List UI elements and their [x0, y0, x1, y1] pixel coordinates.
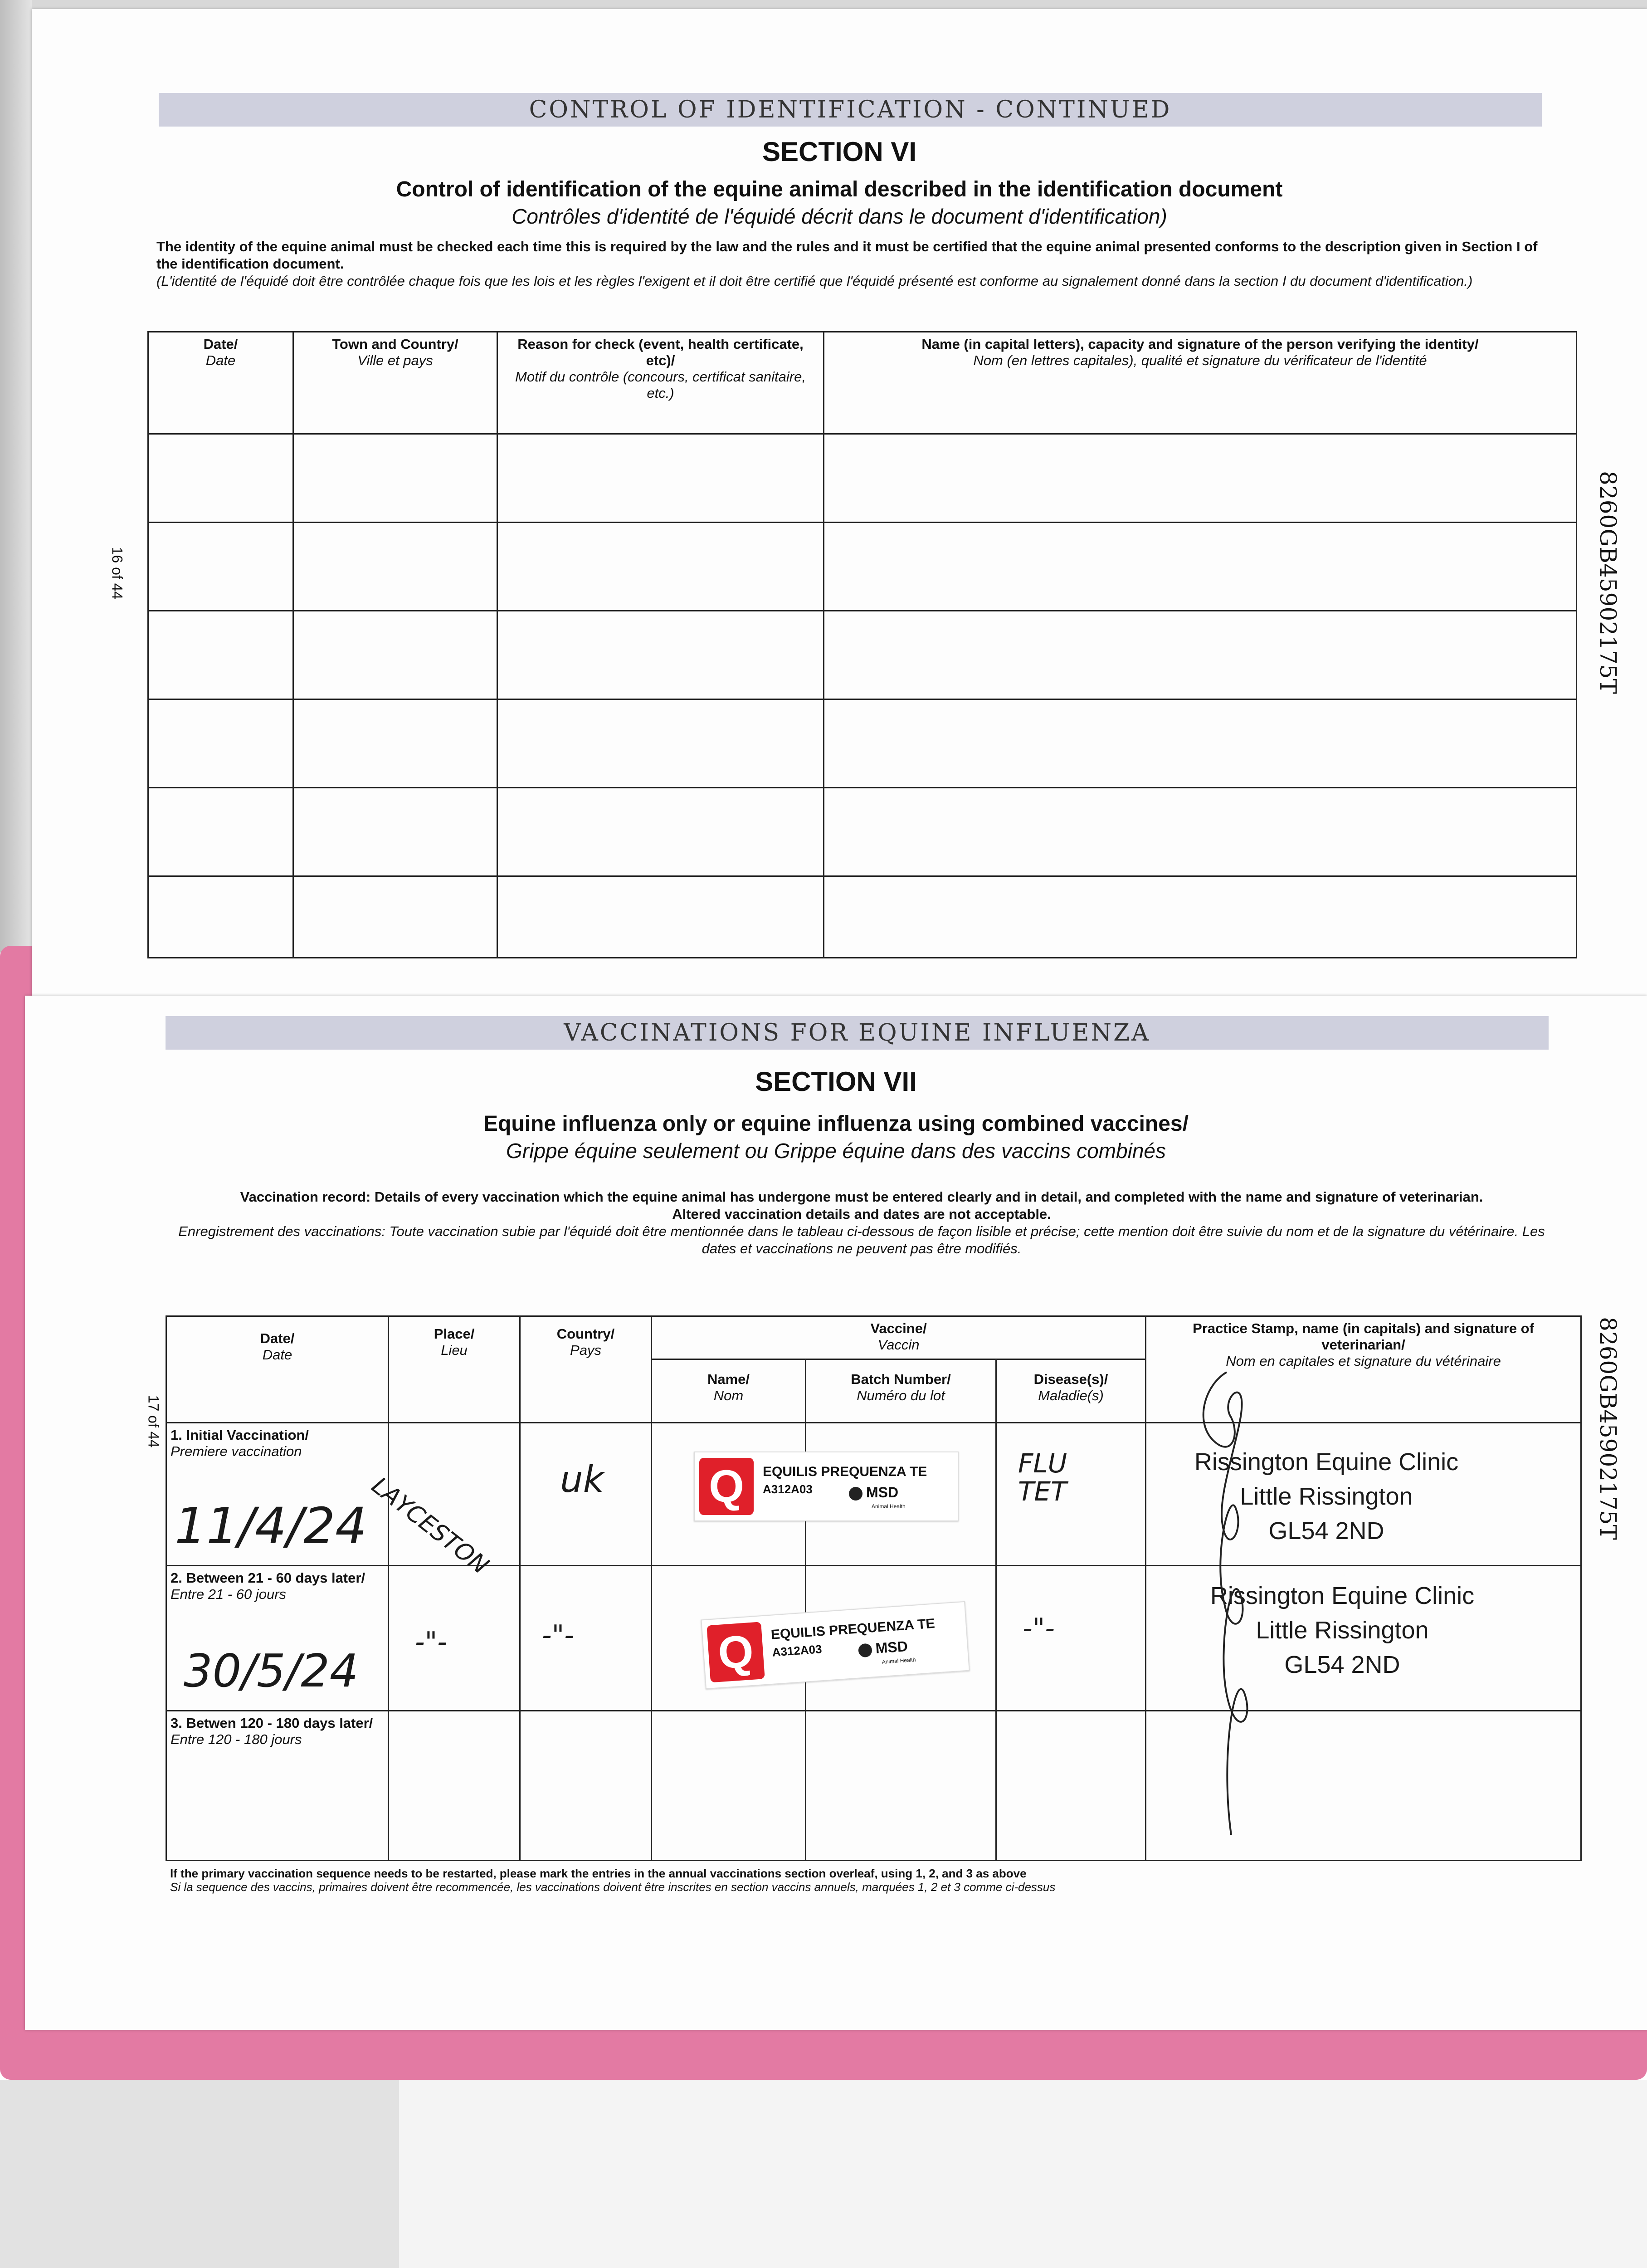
section-banner — [159, 93, 1542, 127]
page-17 — [25, 996, 1647, 2030]
col-date: Date/ Date — [166, 1316, 389, 1423]
col-date: Date/ Date — [148, 332, 293, 434]
page-number: 16 of 44 — [109, 547, 126, 600]
table-row — [148, 788, 1577, 876]
table-row — [148, 876, 1577, 958]
sticker-brand-sub: Animal Health — [872, 1503, 906, 1510]
practice-stamp-2: Rissington Equine Clinic Little Rissington GL54 2ND — [1210, 1582, 1475, 1678]
section-title: SECTION VII — [755, 1066, 917, 1097]
handwritten-date-2: 30/5/24 — [184, 1644, 359, 1697]
banner-text: CONTROL OF IDENTIFICATION - CONTINUED — [529, 96, 1172, 123]
binder-edge — [0, 0, 32, 953]
table-row — [148, 699, 1577, 788]
col-practice-stamp: Practice Stamp, name (in capitals) and signature of veterinarian/ Nom en capitales et signature du vétérinaire — [1146, 1316, 1581, 1423]
footer-note — [170, 1867, 1258, 1894]
veterinarian-signature — [1186, 1368, 1267, 1844]
handwritten-place-2: -"- — [415, 1626, 447, 1658]
msd-logo-icon: MSD — [849, 1484, 898, 1501]
section-banner — [166, 1016, 1549, 1050]
page-16 — [32, 9, 1647, 998]
sticker-brand-sub: Animal Health — [882, 1656, 916, 1665]
footer-en: If the primary vaccination sequence needs to be restarted, please mark the entries in the annual vaccinations section overleaf, using 1, 2, and 3 as above — [170, 1867, 1027, 1880]
scan-shadow — [0, 2080, 399, 2268]
row-label: 3. Betwen 120 - 180 days later/ Entre 120 - 180 jours — [166, 1711, 389, 1861]
handwritten-place-1: LAYCESTON — [366, 1472, 494, 1580]
col-disease: Disease(s)/ Maladie(s) — [996, 1359, 1146, 1423]
row-label: 2. Between 21 - 60 days later/ Entre 21 - 60 jours — [166, 1566, 389, 1711]
col-town-country: Town and Country/ Ville et pays — [293, 332, 497, 434]
vaccine-sticker-1 — [694, 1452, 959, 1521]
intro-en: The identity of the equine animal must be checked each time this is required by the law and the rules and it must be certified that the equine animal presented conforms to the description given in Section I of the identification document. — [156, 239, 1538, 272]
col-reason: Reason for check (event, health certificate, etc)/ Motif du contrôle (concours, certificat sanitaire, etc.) — [497, 332, 824, 434]
section-title: SECTION VI — [762, 137, 917, 167]
table-header-row — [166, 1316, 1581, 1359]
col-vaccine: Vaccine/ Vaccin — [652, 1316, 1146, 1359]
practice-stamp-1: Rissington Equine Clinic Little Rissington GL54 2ND — [1194, 1448, 1459, 1545]
col-verifier: Name (in capital letters), capacity and signature of the person verifying the identity/ Nom (en lettres capitales), qualité et signature du vérificateur de l'identité — [824, 332, 1577, 434]
intro-text — [166, 1188, 1558, 1257]
document-id: 8260GB45902175T — [1594, 1317, 1621, 1540]
intro-en-2: Altered vaccination details and dates are not acceptable. — [672, 1206, 1051, 1222]
vaccination-row-3 — [166, 1711, 1581, 1861]
handwritten-date-1: 11/4/24 — [175, 1497, 367, 1555]
footer-fr: Si la sequence des vaccins, primaires doivent être recommencée, les vaccinations doivent être inscrites en section vaccins annuels, marquées 1, 2 et 3 comme ci-dessus — [170, 1880, 1056, 1894]
intro-fr: (L'identité de l'équidé doit être contrôlée chaque fois que les lois et les règles l'exigent et il doit être certifié que l'équidé présenté est conforme au signalement donné dans la section I du document d'identification.) — [156, 273, 1473, 289]
handwritten-disease-1: FLU TET — [1018, 1448, 1067, 1507]
row-label: 1. Initial Vaccination/ Premiere vaccination — [166, 1423, 389, 1566]
table-row — [148, 523, 1577, 611]
section-heading-fr: Grippe équine seulement ou Grippe équine dans des vaccins combinés — [506, 1139, 1166, 1163]
sticker-product: EQUILIS PREQUENZA TE — [763, 1464, 927, 1479]
q-logo-icon: Q — [699, 1458, 754, 1515]
page-number: 17 of 44 — [145, 1395, 162, 1448]
handwritten-disease-2: -"- — [1023, 1613, 1055, 1644]
sticker-product: EQUILIS PREQUENZA TE — [770, 1616, 936, 1642]
table-header-row — [148, 332, 1577, 434]
handwritten-country-2: -"- — [542, 1619, 574, 1651]
section-heading: Equine influenza only or equine influenza using combined vaccines/ — [483, 1112, 1189, 1136]
intro-en-1: Vaccination record: Details of every vaccination which the equine animal has undergone must be entered clearly and in detail, and completed with the name and signature of veterinarian. — [240, 1189, 1483, 1205]
table-row — [148, 611, 1577, 699]
identification-check-table — [147, 331, 1577, 958]
col-vaccine-name: Name/ Nom — [652, 1359, 806, 1423]
sticker-batch: A312A03 — [771, 1642, 823, 1659]
col-place: Place/ Lieu — [389, 1316, 520, 1423]
section-heading: Control of identification of the equine animal described in the identification document — [396, 177, 1283, 201]
sticker-batch: A312A03 — [763, 1482, 813, 1496]
intro-fr: Enregistrement des vaccinations: Toute vaccination subie par l'équidé doit être mentionnée dans le tableau ci-dessous de façon lisible et précise; cette mention doit être suivie du nom et de la signature du vétérinaire. Les dates et vaccinations ne peuvent pas être modifiés. — [178, 1223, 1545, 1256]
q-logo-icon: Q — [707, 1622, 765, 1682]
intro-text — [156, 238, 1553, 290]
handwritten-country-1: uk — [560, 1458, 604, 1501]
msd-logo-icon: MSD — [858, 1638, 908, 1658]
banner-text: VACCINATIONS FOR EQUINE INFLUENZA — [564, 1019, 1150, 1046]
document-id: 8260GB45902175T — [1594, 471, 1621, 694]
col-country: Country/ Pays — [520, 1316, 652, 1423]
col-batch-number: Batch Number/ Numéro du lot — [806, 1359, 996, 1423]
table-row — [148, 434, 1577, 523]
section-heading-fr: Contrôles d'identité de l'équidé décrit dans le document d'identification) — [512, 205, 1167, 228]
